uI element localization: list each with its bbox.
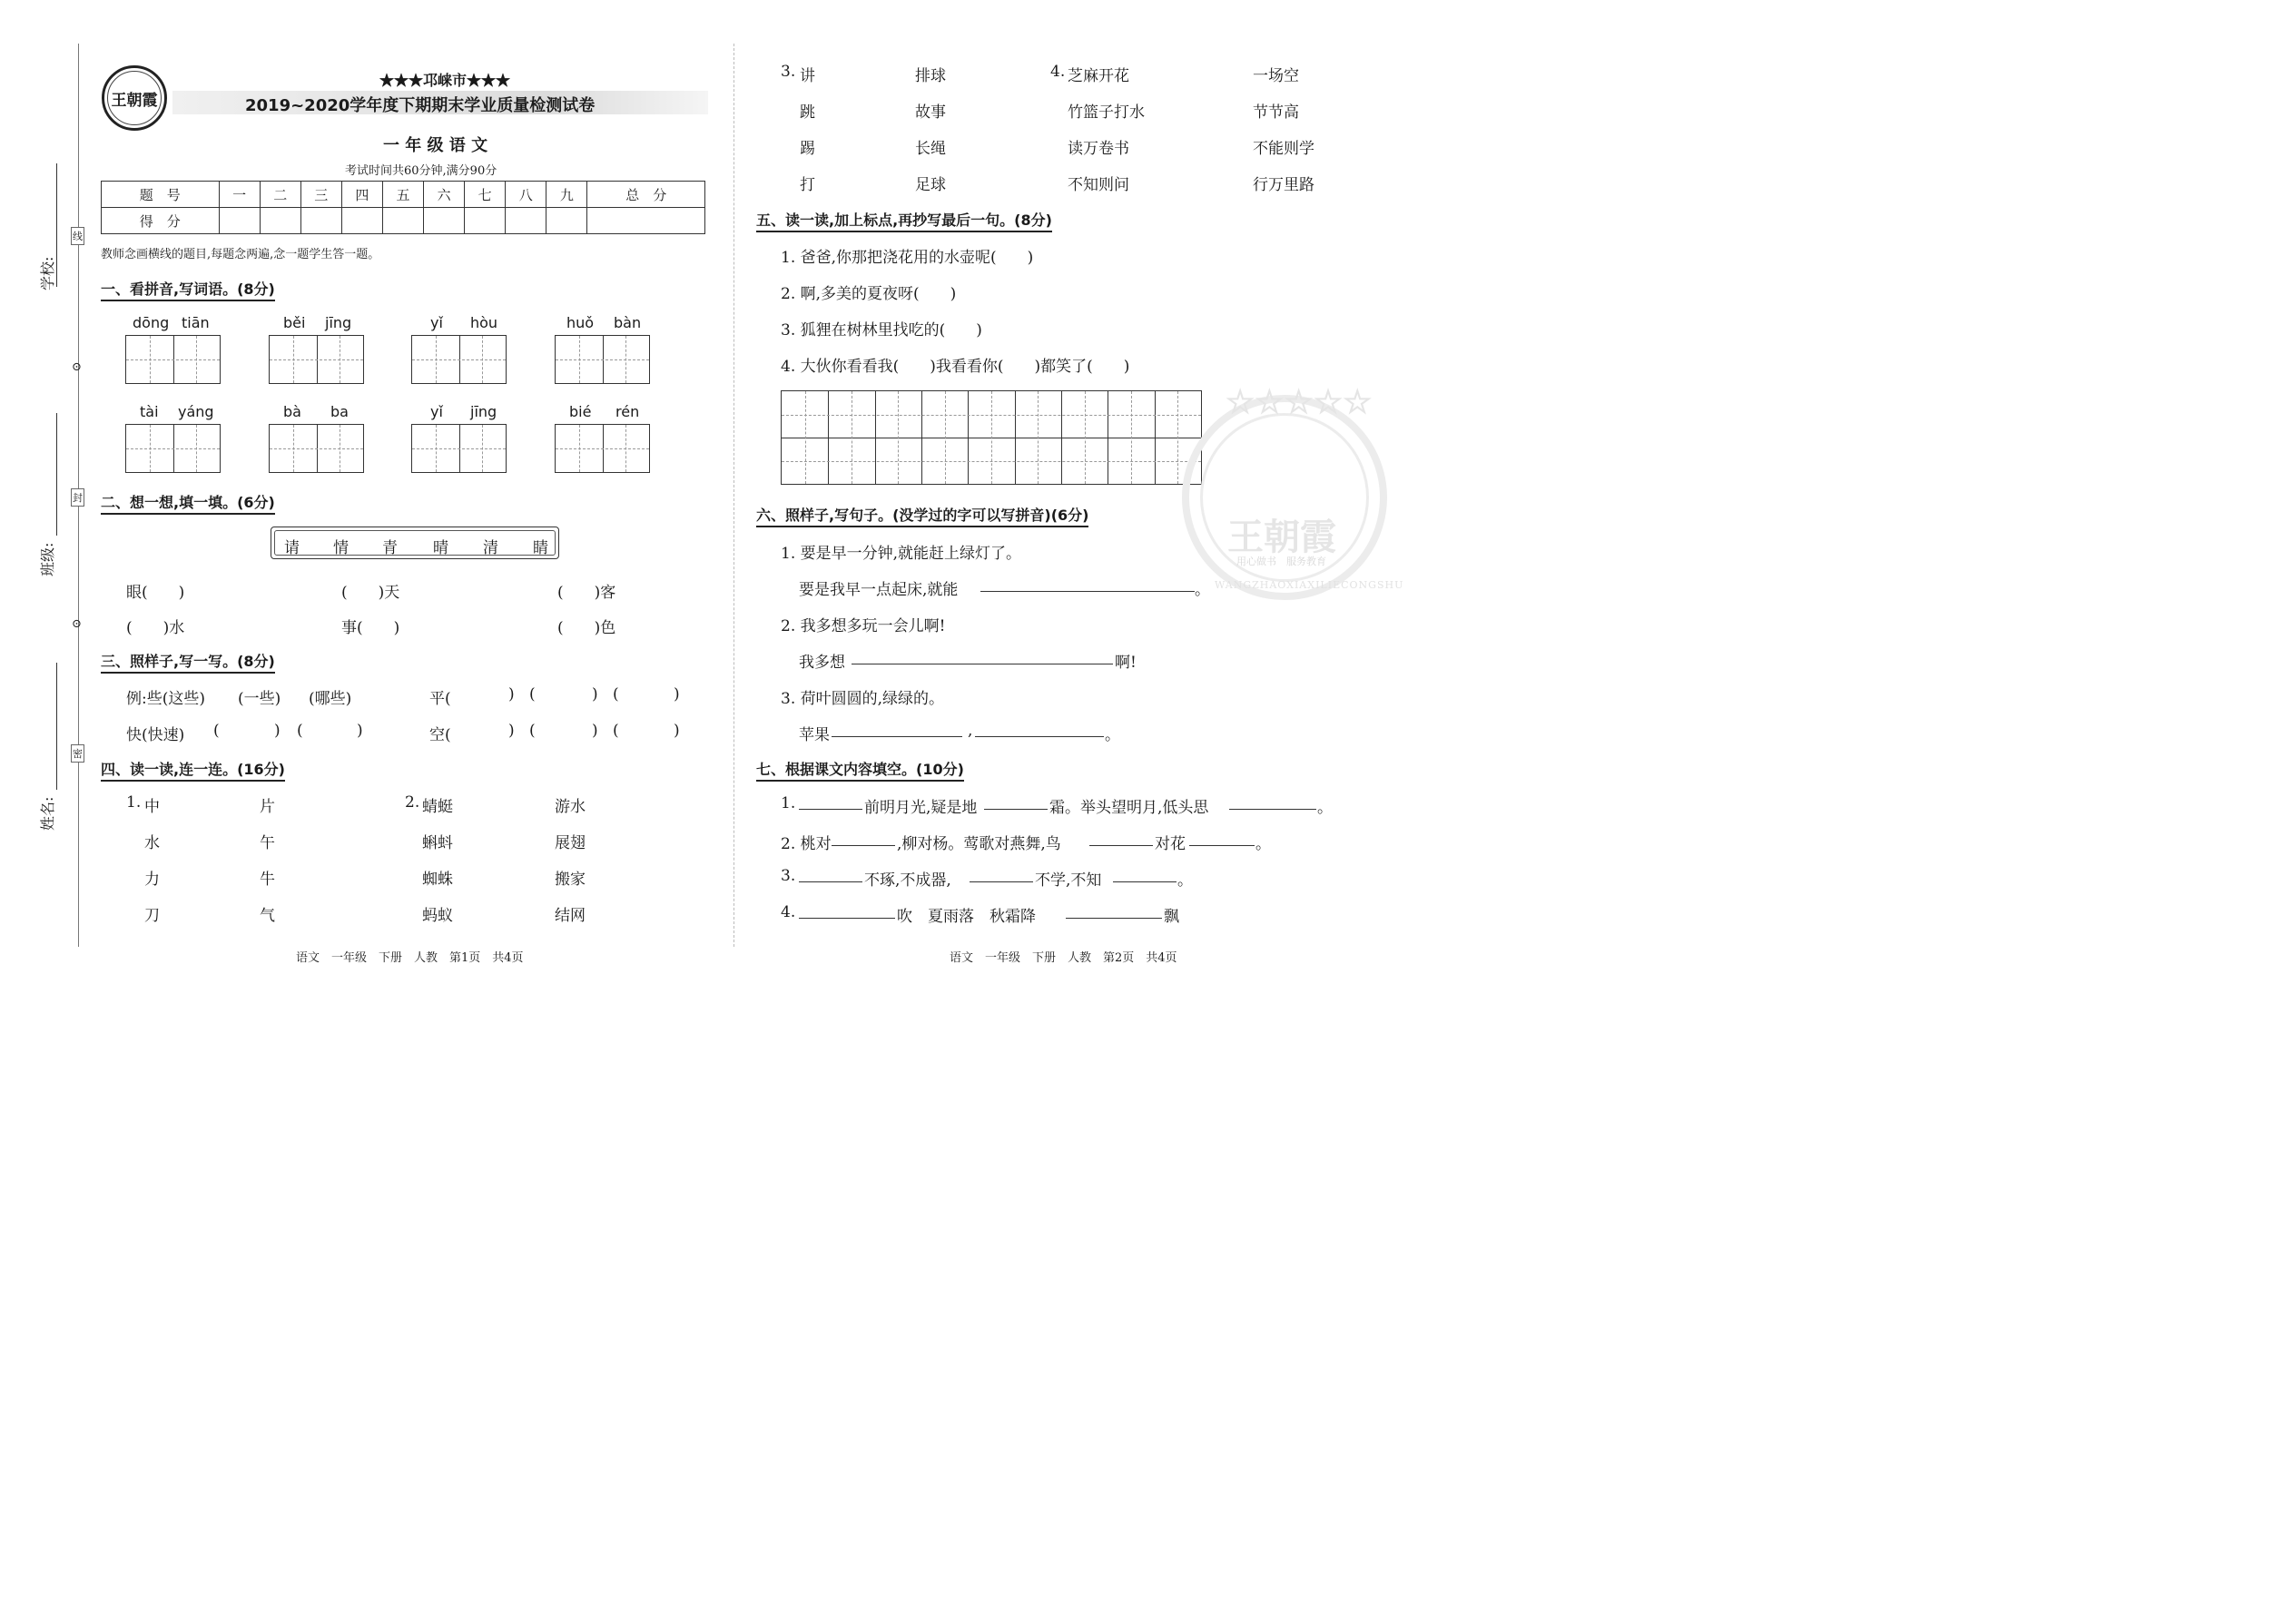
word-blank[interactable]: ( [529, 685, 536, 704]
watermark-star-icon: ☆☆☆☆☆ [1226, 383, 1373, 421]
answer-line[interactable] [852, 651, 1113, 664]
section-6-title: 六、照样子,写句子。(没学过的字可以写拼音)(6分) [756, 504, 1088, 527]
sentence-end: 。 [1195, 581, 1210, 599]
choice-char: 青 [382, 539, 398, 557]
answer-line[interactable] [832, 723, 962, 737]
page-divider [733, 44, 734, 947]
choice-char: 请 [284, 539, 300, 557]
fill-item[interactable]: 眼( ) [126, 584, 185, 602]
question-number: 1. [126, 793, 142, 812]
example-word: (一些) [238, 690, 281, 708]
score-input[interactable] [260, 208, 300, 234]
pinyin: běi [283, 314, 306, 331]
pinyin: rén [615, 403, 640, 420]
fill-text: 4. [781, 903, 796, 921]
match-left-item[interactable]: 打 [800, 176, 815, 194]
score-cell: 一 [219, 182, 260, 208]
header-city: ★★★邛崃市★★★ [379, 72, 511, 89]
score-input[interactable] [465, 208, 506, 234]
match-right-item[interactable]: 午 [260, 834, 275, 852]
section-5-title: 五、读一读,加上标点,再抄写最后一句。(8分) [756, 209, 1052, 232]
name-field-line [56, 663, 57, 790]
word-blank[interactable]: ) [508, 722, 515, 740]
score-input[interactable] [587, 208, 705, 234]
word-blank[interactable]: 空( [429, 726, 451, 744]
name-label: 姓名: [39, 796, 56, 831]
fill-text: 。 [1317, 799, 1333, 817]
choice-char: 情 [333, 539, 349, 557]
writing-grid[interactable] [125, 424, 221, 473]
example-word: 例:些(这些) [126, 690, 205, 708]
match-right-item[interactable]: 结网 [555, 907, 586, 925]
score-cell: 三 [300, 182, 341, 208]
score-cell: 六 [424, 182, 465, 208]
match-left-item[interactable]: 读万卷书 [1068, 140, 1129, 158]
fill-item[interactable]: ( )客 [557, 584, 616, 602]
word-blank[interactable]: ( [297, 722, 303, 740]
sentence-prompt: 要是我早一点起床,就能 [799, 581, 959, 599]
punctuation-item[interactable]: 1. 爸爸,你那把浇花用的水壶呢( ) [781, 249, 1034, 267]
fill-text: 2. 桃对 [781, 835, 832, 853]
word-blank[interactable]: ) [592, 722, 598, 740]
character-choice-box [271, 527, 559, 559]
pinyin: ba [330, 403, 349, 420]
score-cell: 四 [341, 182, 382, 208]
writing-grid[interactable] [555, 335, 650, 384]
class-field-line [56, 413, 57, 536]
score-cell: 八 [506, 182, 546, 208]
punctuation-item[interactable]: 2. 啊,多美的夏夜呀( ) [781, 285, 957, 303]
school-field-line [56, 163, 57, 287]
pinyin: tiān [182, 314, 210, 331]
match-left-item[interactable]: 芝麻开花 [1068, 67, 1129, 85]
match-right-item[interactable]: 行万里路 [1253, 176, 1314, 194]
binding-tab-mi: 密 [71, 744, 84, 763]
class-label: 班级: [39, 542, 56, 576]
sentence-prompt: 我多想 [799, 654, 845, 672]
footer-left: 语文 一年级 下册 人教 第1页 共4页 [296, 951, 524, 965]
watermark-motto: 用心做书 服务教育 [1236, 556, 1326, 567]
choice-char: 睛 [533, 539, 548, 557]
section-3-title: 三、照样子,写一写。(8分) [101, 650, 275, 674]
logo-text: 王朝霞 [111, 91, 158, 110]
watermark-ring-text: WANGZHAOXIAXILIECONGSHU [1215, 579, 1404, 591]
match-left-item[interactable]: 中 [144, 798, 160, 816]
answer-line[interactable] [832, 832, 895, 846]
answer-line[interactable] [1189, 832, 1255, 846]
fill-text: 1. [781, 794, 796, 812]
choice-char: 晴 [433, 539, 448, 557]
binding-dot-icon: ⊙ [72, 617, 82, 631]
fill-text: 飘 [1164, 908, 1179, 926]
score-cell: 七 [465, 182, 506, 208]
teacher-instruction: 教师念画横线的题目,每题念两遍,念一题学生答一题。 [101, 248, 380, 261]
answer-line[interactable] [799, 905, 895, 919]
score-input[interactable] [506, 208, 546, 234]
section-2-title: 二、想一想,填一填。(6分) [101, 491, 275, 515]
writing-grid[interactable] [269, 424, 364, 473]
answer-line[interactable] [984, 796, 1048, 810]
fill-text: 对花 [1155, 835, 1186, 853]
pinyin: hòu [470, 314, 498, 331]
match-right-item[interactable]: 长绳 [915, 140, 946, 158]
word-blank[interactable]: ( [529, 722, 536, 740]
pinyin: dōng [133, 314, 170, 331]
comma: , [968, 722, 973, 740]
score-cell: 二 [260, 182, 300, 208]
exam-time-note: 考试时间共60分钟,满分90分 [345, 164, 497, 178]
score-cell: 五 [382, 182, 423, 208]
page-title: 一 年 级 语 文 [383, 136, 488, 155]
word-blank[interactable]: ( [213, 722, 220, 740]
writing-grid[interactable] [125, 335, 221, 384]
writing-grid[interactable] [269, 335, 364, 384]
writing-grid[interactable] [555, 424, 650, 473]
match-left-item[interactable]: 刀 [144, 907, 160, 925]
example-sentence: 3. 荷叶圆圆的,绿绿的。 [781, 690, 945, 708]
word-blank[interactable]: ( [613, 722, 619, 740]
pinyin: bàn [614, 314, 642, 331]
match-left-item[interactable]: 踢 [800, 140, 815, 158]
sentence-end: 啊! [1115, 654, 1137, 672]
question-number: 3. [781, 63, 796, 81]
fill-item[interactable]: ( )色 [557, 619, 616, 637]
score-input[interactable] [424, 208, 465, 234]
pinyin: yáng [178, 403, 214, 420]
score-label: 得 分 [102, 208, 220, 234]
answer-line[interactable] [970, 869, 1033, 882]
match-left-item[interactable]: 蝌蚪 [422, 834, 453, 852]
word-blank[interactable]: ) [674, 685, 680, 704]
question-number: 2. [405, 793, 420, 812]
watermark-name: 王朝霞 [1227, 516, 1336, 558]
word-blank[interactable]: ) [508, 685, 515, 704]
header-title: 2019~2020学年度下期期末学业质量检测试卷 [245, 96, 596, 115]
binding-tab-xian: 线 [71, 227, 84, 245]
score-input[interactable] [219, 208, 260, 234]
score-cell: 总 分 [587, 182, 705, 208]
answer-line[interactable] [980, 578, 1195, 592]
pinyin: jīng [325, 314, 352, 331]
word-blank[interactable]: ( [613, 685, 619, 704]
fill-item[interactable]: 事( ) [341, 619, 400, 637]
answer-line[interactable] [1113, 869, 1177, 882]
pinyin: huǒ [566, 314, 595, 331]
score-cell: 题 号 [102, 182, 220, 208]
fill-text: 不琢,不成器, [864, 871, 951, 890]
word-blank[interactable]: 平( [429, 690, 451, 708]
answer-line[interactable] [1089, 832, 1153, 846]
answer-line[interactable] [1066, 905, 1162, 919]
fill-item[interactable]: ( )天 [341, 584, 400, 602]
section-4-title: 四、读一读,连一连。(16分) [101, 758, 285, 782]
word-blank[interactable]: ) [674, 722, 680, 740]
fill-text: 吹 夏雨落 秋霜降 [897, 908, 1036, 926]
word-blank[interactable]: ) [274, 722, 281, 740]
sentence-end: 。 [1105, 726, 1120, 744]
punctuation-item[interactable]: 3. 狐狸在树林里找吃的( ) [781, 321, 982, 340]
answer-line[interactable] [975, 723, 1104, 737]
fill-text: 前明月光,疑是地 [864, 799, 978, 817]
writing-grid[interactable] [411, 424, 507, 473]
word-blank[interactable]: ) [592, 685, 598, 704]
word-blank[interactable]: ) [357, 722, 363, 740]
match-left-item[interactable]: 不知则问 [1068, 176, 1129, 194]
match-right-item[interactable]: 牛 [260, 871, 275, 889]
logo [102, 65, 167, 131]
match-left-item[interactable]: 蚂蚁 [422, 907, 453, 925]
fill-text: 。 [1255, 835, 1271, 853]
school-label: 学校: [39, 256, 56, 290]
match-left-item[interactable]: 水 [144, 834, 160, 852]
match-left-item[interactable]: 蜻蜓 [422, 798, 453, 816]
match-right-item[interactable]: 搬家 [555, 871, 586, 889]
fill-item[interactable]: ( )水 [126, 619, 185, 637]
match-right-item[interactable]: 气 [260, 907, 275, 925]
match-left-item[interactable]: 跳 [800, 103, 815, 122]
sentence-prompt: 苹果 [799, 726, 830, 744]
footer-right: 语文 一年级 下册 人教 第2页 共4页 [950, 951, 1177, 965]
binding-dot-icon: ⊙ [72, 360, 82, 374]
answer-line[interactable] [799, 869, 862, 882]
writing-grid[interactable] [411, 335, 507, 384]
pinyin: bà [283, 403, 301, 420]
pinyin: jīng [470, 403, 497, 420]
score-cell: 九 [546, 182, 587, 208]
answer-line[interactable] [1229, 796, 1316, 810]
score-input[interactable] [382, 208, 423, 234]
question-number: 4. [1050, 63, 1066, 81]
match-left-item[interactable]: 力 [144, 871, 160, 889]
score-input[interactable] [300, 208, 341, 234]
section-1-title: 一、看拼音,写词语。(8分) [101, 278, 275, 301]
fill-text: ,柳对杨。莺歌对燕舞,鸟 [897, 835, 1061, 853]
match-right-item[interactable]: 排球 [915, 67, 946, 85]
binding-tab-feng: 封 [71, 488, 84, 507]
answer-line[interactable] [799, 796, 862, 810]
match-left-item[interactable]: 蜘蛛 [422, 871, 453, 889]
pinyin: yǐ [430, 403, 443, 420]
fill-text: 3. [781, 867, 796, 885]
pinyin: tài [140, 403, 159, 420]
match-right-item[interactable]: 片 [260, 798, 275, 816]
example-sentence: 1. 要是早一分钟,就能赶上绿灯了。 [781, 545, 1022, 563]
example-word: (哪些) [309, 690, 352, 708]
score-input[interactable] [546, 208, 587, 234]
choice-char: 清 [483, 539, 498, 557]
match-right-item[interactable]: 故事 [915, 103, 946, 122]
match-left-item[interactable]: 讲 [800, 67, 815, 85]
fill-text: 不学,不知 [1035, 871, 1102, 890]
example-word: 快(快速) [126, 726, 185, 744]
section-7-title: 七、根据课文内容填空。(10分) [756, 758, 964, 782]
fill-text: 霜。举头望明月,低头思 [1049, 799, 1209, 817]
match-right-item[interactable]: 游水 [555, 798, 586, 816]
match-right-item[interactable]: 足球 [915, 176, 946, 194]
match-right-item[interactable]: 一场空 [1253, 67, 1299, 85]
match-right-item[interactable]: 节节高 [1253, 103, 1299, 122]
copy-writing-grid[interactable] [781, 390, 1202, 485]
pinyin: bié [569, 403, 592, 420]
punctuation-item[interactable]: 4. 大伙你看看我( )我看看你( )都笑了( ) [781, 358, 1130, 376]
match-right-item[interactable]: 展翅 [555, 834, 586, 852]
example-sentence: 2. 我多想多玩一会儿啊! [781, 617, 946, 635]
match-left-item[interactable]: 竹篮子打水 [1068, 103, 1145, 122]
score-input[interactable] [341, 208, 382, 234]
match-right-item[interactable]: 不能则学 [1253, 140, 1314, 158]
fill-text: 。 [1177, 871, 1193, 890]
score-table [101, 181, 705, 234]
pinyin: yǐ [430, 314, 443, 331]
